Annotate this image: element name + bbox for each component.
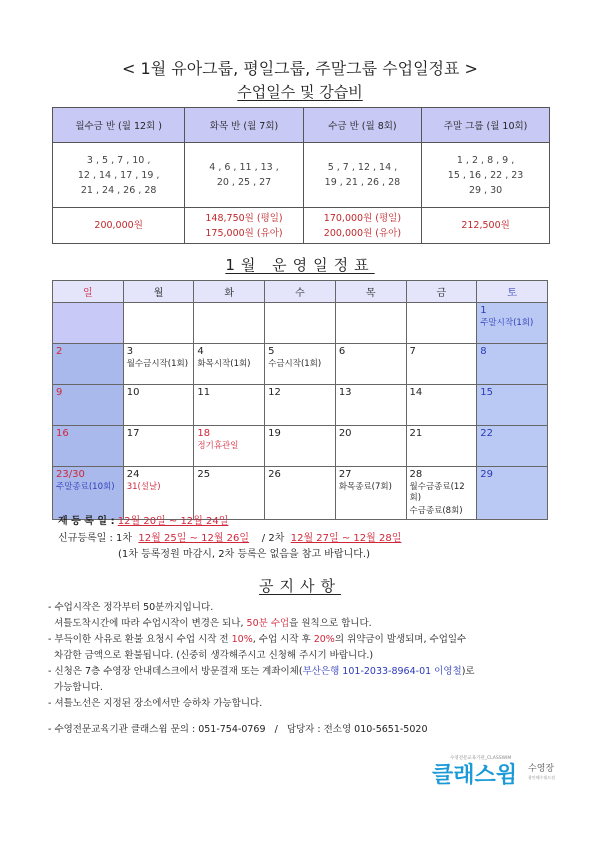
calendar-day-cell <box>194 344 265 385</box>
svg-text:클래스윔: 클래스윔 <box>432 763 518 788</box>
calendar-week <box>53 385 548 426</box>
day-number: 3 <box>126 346 134 357</box>
notice-list <box>48 600 568 738</box>
day-note: 정기휴관일 <box>197 441 239 451</box>
calendar-title: 1월 운영일정표 <box>225 256 375 274</box>
weekday-header: 토 <box>477 281 548 303</box>
day-number: 23/30 <box>56 469 85 480</box>
day-number: 28 <box>409 469 423 480</box>
notice-text: 을 원칙으로 합니다. <box>289 618 372 629</box>
day-number: 18 <box>197 428 211 439</box>
date-line: 4 , 6 , 11 , 13 , <box>209 162 279 173</box>
day-number: 16 <box>56 428 69 439</box>
class-price-cell <box>53 208 185 244</box>
day-note: 수금시작(1회) <box>268 359 322 369</box>
day-number: 12 <box>268 387 281 398</box>
date-line: 20 , 25 , 27 <box>216 177 272 188</box>
class-price-cell <box>185 208 303 244</box>
calendar-day-cell <box>335 385 406 426</box>
day-number: 29 <box>480 469 493 480</box>
day-number: 11 <box>197 387 211 398</box>
notice-line <box>48 712 568 718</box>
day-number: 10 <box>126 387 140 398</box>
notice-text: )로 <box>461 666 475 677</box>
calendar-day-cell <box>194 426 265 467</box>
weekday-header: 화 <box>194 281 265 303</box>
notice-line <box>48 600 568 616</box>
calendar-day-cell <box>477 344 548 385</box>
calendar-day-cell <box>194 385 265 426</box>
highlight-text: 50분 수업 <box>246 618 290 629</box>
day-note: 수금종료(8회) <box>409 506 463 516</box>
calendar-week <box>53 344 548 385</box>
notice-text: 의 위약금이 발생되며, 수업일수 <box>334 634 467 645</box>
price-line: 175,000원 (유아) <box>205 227 283 239</box>
class-price-cell <box>422 208 550 244</box>
date-line: 15 , 16 , 22 , 23 <box>447 169 524 181</box>
date-line: 5 , 7 , 12 , 14 , <box>327 162 398 173</box>
calendar-day-cell <box>335 303 406 344</box>
class-dates-cell <box>303 143 421 208</box>
notice-title: 공지사항 <box>259 577 341 595</box>
price-line: 200,000원 (유아) <box>323 227 402 239</box>
calendar-day-cell <box>53 303 124 344</box>
day-number: 4 <box>197 346 204 357</box>
day-number: 27 <box>338 469 352 480</box>
notice-text: 가능합니다. <box>48 682 103 693</box>
day-note: 주말종료(10회) <box>56 482 115 492</box>
day-number: 9 <box>56 387 63 398</box>
calendar-day-cell <box>265 344 336 385</box>
svg-text:수영장: 수영장 <box>528 764 555 774</box>
day-number: 1 <box>480 305 487 316</box>
notice-text: - 신청은 7층 수영장 안내데스크에서 방문결재 또는 계좌이체( <box>48 666 303 677</box>
price-line: 200,000원 <box>94 220 143 231</box>
weekday-header: 금 <box>406 281 477 303</box>
calendar-day-cell <box>406 344 477 385</box>
calendar-day-cell <box>265 385 336 426</box>
day-note: 월수금시작(1회) <box>126 359 189 369</box>
calendar-day-cell <box>477 467 548 520</box>
fee-section-title: 수업일수 및 강습비 <box>237 83 363 101</box>
highlight-text: 부산은행 101-2033-8964-01 이영철 <box>302 666 462 677</box>
class-price-cell <box>303 208 421 244</box>
calendar-day-cell <box>477 303 548 344</box>
weekday-header: 월 <box>123 281 194 303</box>
day-number: 2 <box>56 346 63 357</box>
calendar-day-cell <box>477 385 548 426</box>
class-dates-cell <box>185 143 303 208</box>
day-number: 15 <box>480 387 493 398</box>
notice-line <box>48 664 568 680</box>
calendar-day-cell <box>335 467 406 520</box>
weekday-header: 목 <box>335 281 406 303</box>
new-registration-line: 신규등록일 : 1차 12월 25일 ~ 12월 26일 / 2차 12월 27일 ~ 12월 28일 <box>58 533 402 544</box>
day-number: 8 <box>480 346 487 357</box>
calendar-day-cell <box>123 303 194 344</box>
svg-text:수영전문교육기관_CLASSWIM: 수영전문교육기관_CLASSWIM <box>450 756 512 761</box>
weekday-header: 수 <box>265 281 336 303</box>
weekday-header: 일 <box>53 281 124 303</box>
calendar-day-cell <box>53 344 124 385</box>
day-number: 5 <box>268 346 275 357</box>
notice-text: - 수업시작은 정각부터 50분까지입니다. <box>48 602 214 613</box>
calendar-day-cell <box>406 426 477 467</box>
calendar-day-cell <box>477 426 548 467</box>
day-number: 25 <box>197 469 211 480</box>
highlight-text: 20% <box>313 634 335 645</box>
day-number: 22 <box>480 428 493 439</box>
calendar-day-cell <box>406 467 477 520</box>
notice-text: - 수영전문교육기관 클래스윔 문의 : 051-754-0769 / 담당자 : 전소영 010-5651-5020 <box>48 724 428 735</box>
calendar-day-cell <box>406 385 477 426</box>
calendar-table <box>52 280 548 520</box>
day-note: 31(설날) <box>126 482 161 492</box>
calendar-day-cell <box>53 385 124 426</box>
fee-header-0: 월수금 반 (월 12회 ) <box>53 108 185 143</box>
registration-note: (1차 등록정원 마감시, 2차 등록은 없음을 참고 바랍니다.) <box>118 549 370 560</box>
calendar-day-cell <box>123 344 194 385</box>
calendar-day-cell <box>335 344 406 385</box>
date-line: 12 , 14 , 17 , 19 , <box>77 169 160 181</box>
date-line: 29 , 30 <box>468 184 503 196</box>
day-number: 26 <box>268 469 281 480</box>
calendar-day-cell <box>406 303 477 344</box>
calendar-day-cell <box>123 385 194 426</box>
class-dates-cell <box>53 143 185 208</box>
fee-table <box>52 107 550 244</box>
day-number: 17 <box>126 428 140 439</box>
new-registration-second: 12월 27일 ~ 12월 28일 <box>290 533 402 544</box>
fee-header-2: 수금 반 (월 8회) <box>303 108 421 143</box>
new-registration-first: 12월 25일 ~ 12월 26일 <box>138 533 250 544</box>
notice-text: - 부득이한 사유로 환불 요청시 수업 시작 전 <box>48 634 232 645</box>
calendar-day-cell <box>265 303 336 344</box>
notice-text: - 셔틀노선은 지정된 장소에서만 승하차 가능합니다. <box>48 698 263 709</box>
calendar-day-cell <box>265 467 336 520</box>
day-number: 24 <box>126 469 140 480</box>
day-number: 13 <box>338 387 352 398</box>
fee-header-3: 주말 그룹 (월 10회) <box>422 108 550 143</box>
day-note: 화목시작(1회) <box>197 359 251 369</box>
notice-line <box>48 696 568 712</box>
day-number: 7 <box>409 346 416 357</box>
price-line: 212,500원 <box>461 220 510 231</box>
notice-line <box>48 632 568 648</box>
notice-line <box>48 722 568 738</box>
classwim-logo <box>420 752 560 792</box>
notice-text: 차감한 금액으로 환불됩니다. (신중히 생각해주시고 신청해 주시기 바랍니다.) <box>48 650 374 661</box>
notice-text: , 수업 시작 후 <box>252 634 314 645</box>
calendar-day-cell <box>194 303 265 344</box>
document-title: < 1월 유아그룹, 평일그룹, 주말그룹 수업일정표 > <box>122 59 478 78</box>
date-line: 21 , 24 , 26 , 28 <box>80 184 157 196</box>
day-number: 20 <box>338 428 352 439</box>
calendar-day-cell <box>335 426 406 467</box>
day-number: 19 <box>268 428 281 439</box>
calendar-day-cell <box>123 426 194 467</box>
fee-header-1: 화목 반 (월 7회) <box>185 108 303 143</box>
date-line: 1 , 2 , 8 , 9 , <box>456 154 515 166</box>
price-line: 148,750원 (평일) <box>205 212 283 224</box>
day-number: 14 <box>409 387 423 398</box>
calendar-day-cell <box>53 426 124 467</box>
re-registration-line: 재 등 록 일 : 12월 20일 ~ 12월 24일 <box>58 516 229 527</box>
highlight-text: 10% <box>231 634 253 645</box>
notice-text: 셔틀도착시간에 따라 수업시작이 변경은 되나, <box>48 618 247 629</box>
notice-line <box>48 648 568 664</box>
date-line: 3 , 5 , 7 , 10 , <box>86 154 151 166</box>
day-note: 월수금종료(12회) <box>409 482 465 503</box>
day-note: 주말시작(1회) <box>480 318 534 328</box>
calendar-week <box>53 303 548 344</box>
notice-line <box>48 680 568 696</box>
calendar-week <box>53 426 548 467</box>
notice-line <box>48 616 568 632</box>
day-note: 화목종료(7회) <box>338 482 392 492</box>
re-registration-dates: 12월 20일 ~ 12월 24일 <box>117 516 229 527</box>
date-line: 19 , 21 , 26 , 28 <box>324 177 401 188</box>
price-line: 170,000원 (평일) <box>323 212 402 224</box>
calendar-day-cell <box>265 426 336 467</box>
svg-text:광안해수월드점: 광안해수월드점 <box>528 775 556 780</box>
class-dates-cell <box>422 143 550 208</box>
day-number: 6 <box>338 346 346 357</box>
day-number: 21 <box>409 428 423 439</box>
